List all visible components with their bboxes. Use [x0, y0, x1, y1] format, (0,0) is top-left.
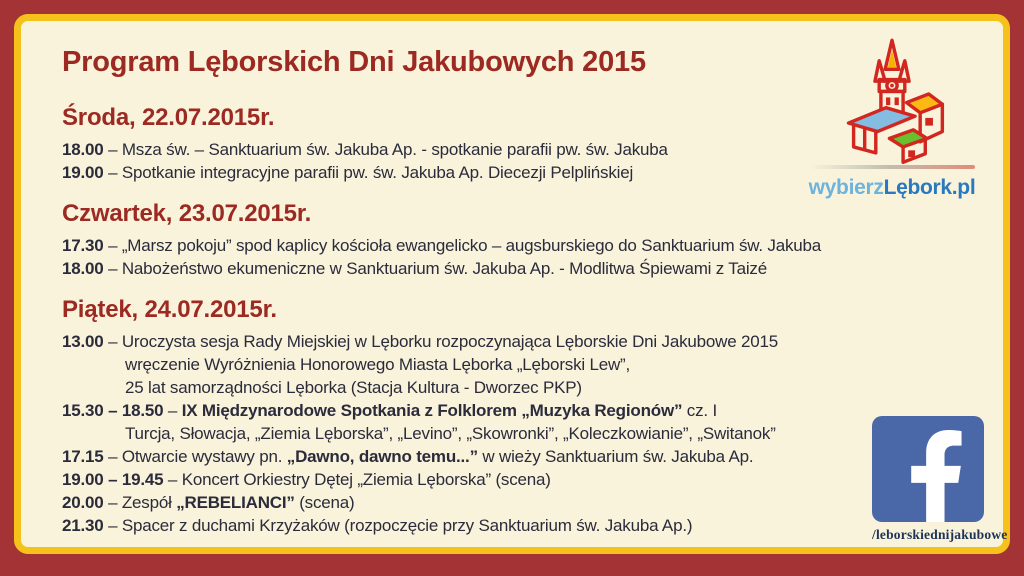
event-text: – „Marsz pokoju” spod kaplicy kościoła ewangelicko – augsburskiego do Sanktuarium św. Jakuba [103, 236, 822, 255]
event-line [62, 399, 892, 422]
event-text: 25 lat samorządności Lęborka (Stacja Kultura - Dworzec PKP) [125, 378, 582, 397]
event-line [62, 445, 892, 468]
event-line [62, 422, 892, 445]
event-text-bold: 17.30 [62, 236, 104, 255]
event-text-bold: 21.30 [62, 516, 104, 535]
brand-text-dark: Lębork.pl [883, 176, 976, 199]
event-line [62, 257, 892, 280]
town-church-icon [833, 36, 951, 164]
event-text: – Msza św. – Sanktuarium św. Jakuba Ap. - spotkanie parafii pw. św. Jakuba [103, 140, 668, 159]
event-text: – Otwarcie wystawy pn. [103, 447, 287, 466]
event-text: wręczenie Wyróżnienia Honorowego Miasta Lęborka „Lęborski Lew”, [125, 355, 631, 374]
event-line [62, 376, 892, 399]
program-content [62, 46, 892, 553]
page-title: Program Lęborskich Dni Jakubowych 2015 [62, 46, 646, 78]
day-section [62, 104, 892, 184]
event-text: w wieży Sanktuarium św. Jakuba Ap. [477, 447, 754, 466]
event-line [62, 353, 892, 376]
event-text-bold: 15.30 – 18.50 [62, 401, 164, 420]
facebook-handle: /leborskiednijakubowe [872, 527, 1008, 542]
event-line [62, 468, 892, 491]
event-text: – Spotkanie integracyjne parafii pw. św. Jakuba Ap. Diecezji Pelplińskiej [103, 163, 634, 182]
event-line [62, 514, 892, 537]
event-text-bold: 19.00 – 19.45 [62, 470, 164, 489]
facebook-link[interactable] [872, 416, 1008, 543]
event-text: – Zespół [103, 493, 177, 512]
event-text: – Koncert Orkiestry Dętej „Ziemia Lęborska” (scena) [163, 470, 551, 489]
wybierz-lebork-logo[interactable] [792, 36, 992, 200]
event-line [62, 234, 892, 257]
brand-text [792, 176, 992, 200]
event-line [62, 330, 892, 353]
event-text: cz. I [682, 401, 717, 420]
event-text-bold: „Dawno, dawno temu...” [286, 447, 478, 466]
day-heading: Czwartek, 23.07.2015r. [62, 200, 312, 227]
event-text-bold: 19.00 [62, 163, 104, 182]
event-text-bold: 18.00 [62, 259, 104, 278]
facebook-f-icon [907, 430, 966, 522]
event-text-bold: 18.00 [62, 140, 104, 159]
facebook-logo[interactable] [872, 416, 984, 522]
event-text-bold: 20.00 [62, 493, 104, 512]
event-text: – Nabożeństwo ekumeniczne w Sanktuarium św. Jakuba Ap. - Modlitwa Śpiewami z Taizé [103, 259, 767, 278]
event-text: – [163, 401, 182, 420]
day-section [62, 200, 892, 280]
event-text: – Uroczysta sesja Rady Miejskiej w Lęborku rozpoczynająca Lęborskie Dni Jakubowe 2015 [103, 332, 779, 351]
event-line [62, 161, 892, 184]
event-text-bold: „REBELIANCI” [176, 493, 295, 512]
day-section [62, 296, 892, 537]
day-heading: Piątek, 24.07.2015r. [62, 296, 277, 323]
event-text: (scena) [294, 493, 355, 512]
event-line [62, 491, 892, 514]
event-text: Turcja, Słowacja, „Ziemia Lęborska”, „Levino”, „Skowronki”, „Koleczkowianie”, „Switanok” [125, 424, 776, 443]
event-text-bold: 17.15 [62, 447, 104, 466]
brand-text-light: wybierz [808, 176, 884, 199]
event-text-bold: 13.00 [62, 332, 104, 351]
event-text: – Spacer z duchami Krzyżaków (rozpoczęcie przy Sanktuarium św. Jakuba Ap.) [103, 516, 693, 535]
day-heading: Środa, 22.07.2015r. [62, 104, 275, 131]
event-text-bold: IX Międzynarodowe Spotkania z Folklorem „Muzyka Regionów” [181, 401, 683, 420]
event-line [62, 138, 892, 161]
schedule [62, 104, 892, 537]
logo-swoosh [810, 165, 975, 169]
